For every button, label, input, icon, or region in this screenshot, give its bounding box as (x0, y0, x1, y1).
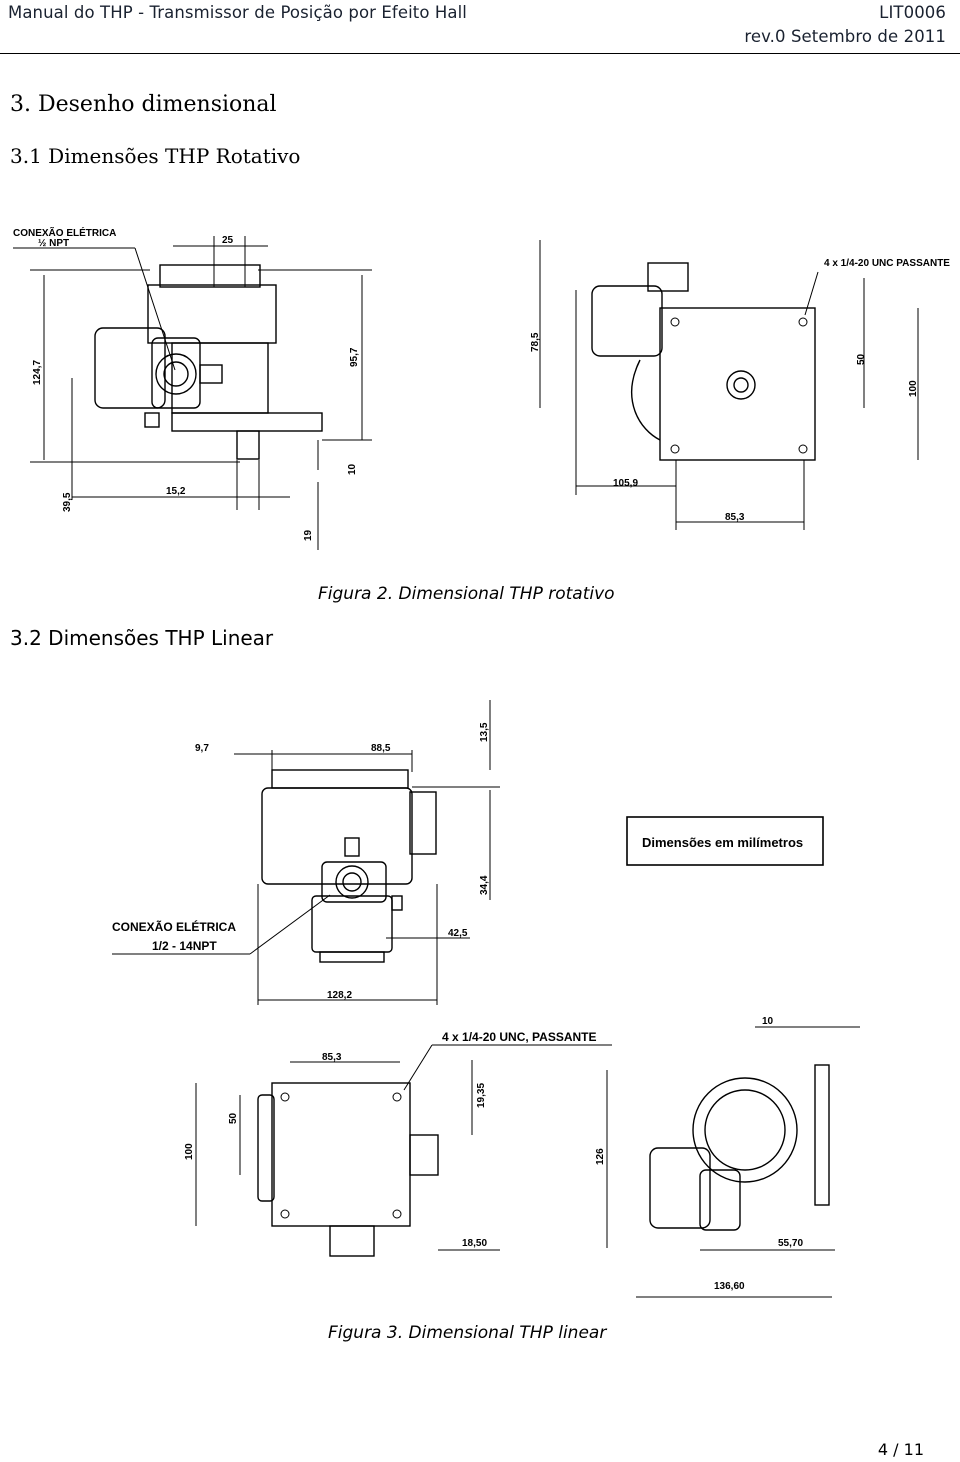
figure3-caption: Figura 3. Dimensional THP linear (328, 1323, 607, 1343)
rot-label-npt: ½ NPT (38, 238, 70, 249)
rot-dim-124-7: 124,7 (32, 359, 43, 385)
lin-dim-126: 126 (595, 1148, 606, 1165)
lin-label-conexao: CONEXÃO ELÉTRICA (112, 920, 237, 934)
lin-top-flange (272, 770, 408, 788)
lin-dim-10: 10 (762, 1016, 774, 1027)
header-revision: rev.0 Setembro de 2011 (744, 27, 946, 46)
rot-label-unc: 4 x 1/4-20 UNC PASSANTE (824, 258, 950, 269)
lin-dim-19-35: 19,35 (476, 1082, 487, 1108)
lin-dim-18-50: 18,50 (462, 1238, 488, 1249)
rot-dim-15-2: 15,2 (166, 486, 186, 497)
rot-dim-95-7: 95,7 (349, 347, 360, 367)
subsection-rotativo: 3.1 Dimensões THP Rotativo (10, 144, 301, 168)
rot-dim-78-5: 78,5 (530, 332, 541, 352)
lin-gauge-face (693, 1078, 797, 1182)
page-number: 4 / 11 (877, 1440, 924, 1459)
lin-dim-13-5: 13,5 (479, 722, 490, 742)
lin-dim-88-5: 88,5 (371, 743, 391, 754)
lin-label-unc: 4 x 1/4-20 UNC, PASSANTE (442, 1030, 597, 1044)
rot-dim-19: 19 (303, 529, 314, 541)
lin-dim-100: 100 (184, 1143, 195, 1160)
lin-dim-128-2: 128,2 (327, 990, 353, 1001)
header-title: Manual do THP - Transmissor de Posição por Efeito Hall (8, 3, 467, 22)
section-title: 3. Desenho dimensional (10, 92, 277, 117)
rot-dim-85-3: 85,3 (725, 512, 745, 523)
rot-dim-25: 25 (222, 235, 234, 246)
rot-label-conexao: CONEXÃO ELÉTRICA (13, 228, 117, 239)
lin-dim-50: 50 (228, 1112, 239, 1124)
lin-dim-55-70: 55,70 (778, 1238, 804, 1249)
header-doc-code: LIT0006 (879, 3, 946, 22)
lin-dim-34-4: 34,4 (479, 875, 490, 895)
lin-top-body (262, 788, 412, 884)
rot-dim-105-9: 105,9 (613, 478, 639, 489)
lin-dim-9-7: 9,7 (195, 743, 209, 754)
lin-label-dims-mm: Dimensões em milímetros (642, 835, 804, 850)
rot-dim-100: 100 (908, 380, 919, 397)
figure2-caption: Figura 2. Dimensional THP rotativo (318, 584, 615, 604)
lin-dim-136-60: 136,60 (714, 1281, 745, 1292)
rot-dim-39-5: 39,5 (62, 492, 73, 512)
lin-dim-85-3: 85,3 (322, 1052, 342, 1063)
rot-dim-10: 10 (347, 463, 358, 475)
lin-dim-42-5: 42,5 (448, 928, 468, 939)
rot-dim-50: 50 (856, 353, 867, 365)
lin-label-npt: 1/2 - 14NPT (152, 939, 217, 953)
lin-plate (272, 1083, 410, 1226)
subsection-linear: 3.2 Dimensões THP Linear (10, 626, 274, 650)
